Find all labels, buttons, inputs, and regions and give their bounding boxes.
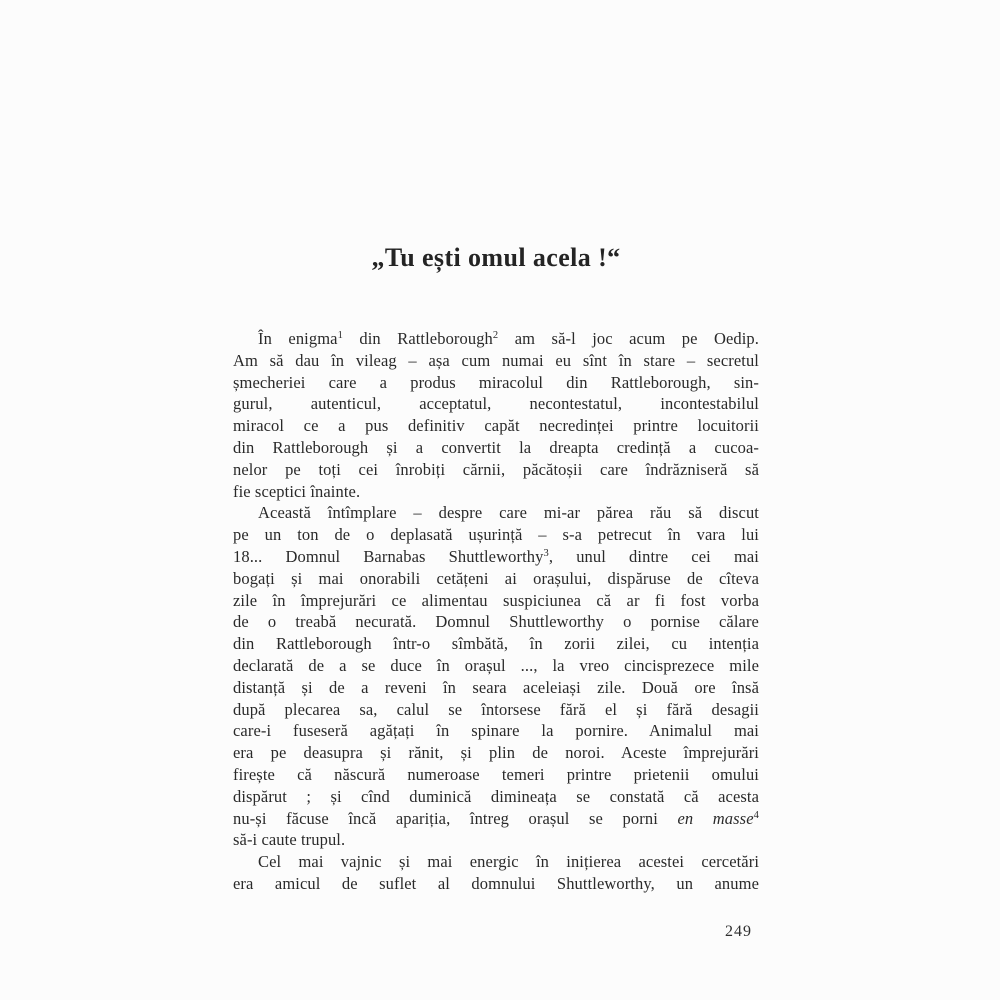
footnote-marker: 2 (492, 330, 499, 341)
text-segment: după plecarea sa, calul se întorsese fără el și fără desagii (233, 699, 759, 719)
text-segment: declarată de a se duce în orașul ..., la vreo cincisprezece mile (233, 655, 759, 675)
text-line (233, 699, 759, 721)
text-line (233, 372, 759, 394)
text-line (233, 502, 759, 524)
page-title: „Tu ești omul acela !“ (371, 243, 621, 272)
text-line (233, 350, 759, 372)
text-segment: nu-și făcuse încă apariția, întreg orașul se porni (233, 808, 678, 828)
text-line (233, 829, 759, 851)
text-line (233, 590, 759, 612)
text-line (233, 873, 759, 895)
text-line (233, 546, 759, 568)
paragraph (233, 328, 759, 502)
text-segment: firește că născură numeroase temeri printre prietenii omului (233, 764, 759, 784)
text-segment: 18... Domnul Barnabas Shuttleworthy (233, 546, 544, 566)
text-segment: Această întîmplare – despre care mi-ar părea rău să discut (258, 503, 759, 523)
text-segment: am să-l joc acum pe Oedip. (498, 329, 759, 348)
text-block (233, 328, 759, 895)
page-number: 249 (725, 923, 752, 940)
text-segment: nelor pe toți cei înrobiți cărnii, păcătoșii care îndrăzniseră să (233, 459, 759, 479)
text-line (233, 568, 759, 590)
text-segment: gurul, autenticul, acceptatul, necontestatul, incontestabilul (233, 394, 759, 414)
text-segment: bogați și mai onorabili cetățeni ai orașului, dispăruse de cîteva (233, 568, 759, 588)
footnote-marker: 1 (337, 330, 343, 341)
italic-text: en masse (677, 808, 754, 828)
text-line (233, 437, 759, 459)
text-line (233, 633, 759, 655)
text-segment: să-i caute trupul. (233, 830, 346, 850)
text-segment: zile în împrejurări ce alimentau suspiciunea că ar fi fost vorba (233, 590, 759, 610)
text-line (233, 764, 759, 786)
text-segment: pe un ton de o deplasată ușurință – s-a petrecut în vara lui (233, 525, 759, 545)
text-line (233, 481, 759, 503)
text-line (233, 328, 759, 350)
text-segment: fie sceptici înainte. (233, 481, 361, 501)
text-line (233, 808, 759, 830)
text-line (233, 720, 759, 742)
text-segment: , unul dintre cei mai (548, 546, 759, 566)
text-segment: din Rattleborough (342, 329, 493, 348)
text-segment: de o treabă necurată. Domnul Shuttleworthy o pornise călare (233, 612, 759, 632)
text-segment: care-i fuseseră agățați în spinare la pornire. Animalul mai (233, 721, 759, 741)
text-segment: miracol ce a pus definitiv capăt necredinței printre locuitorii (233, 416, 759, 436)
paragraph (233, 502, 759, 851)
text-line (233, 786, 759, 808)
footnote-marker: 4 (753, 809, 759, 821)
paragraph (233, 851, 759, 895)
text-line (233, 851, 759, 873)
text-segment: din Rattleborough și a convertit la dreapta credință a cucoa- (233, 437, 759, 457)
text-line (233, 393, 759, 415)
text-segment: din Rattleborough într-o sîmbătă, în zorii zilei, cu intenția (233, 634, 759, 654)
text-line (233, 677, 759, 699)
text-segment: Cel mai vajnic și mai energic în inițierea acestei cercetări (258, 852, 759, 872)
text-segment: dispărut ; și cînd duminică dimineața se constată că acesta (233, 786, 759, 806)
text-line (233, 524, 759, 546)
text-line (233, 611, 759, 633)
text-segment: În enigma (258, 329, 338, 348)
text-segment: distanță și de a reveni în seara aceleiași zile. Două ore însă (233, 677, 759, 697)
footnote-marker: 3 (543, 547, 549, 559)
text-line (233, 459, 759, 481)
text-segment: Am să dau în vileag – așa cum numai eu sînt în stare – secretul (233, 350, 759, 370)
text-line (233, 742, 759, 764)
text-segment: era pe deasupra și rănit, și plin de noroi. Aceste împrejurări (233, 743, 759, 763)
text-segment: șmecheriei care a produs miracolul din Rattleborough, sin- (233, 372, 759, 392)
text-line (233, 655, 759, 677)
text-segment: era amicul de suflet al domnului Shuttleworthy, un anume (233, 873, 759, 893)
text-line (233, 415, 759, 437)
